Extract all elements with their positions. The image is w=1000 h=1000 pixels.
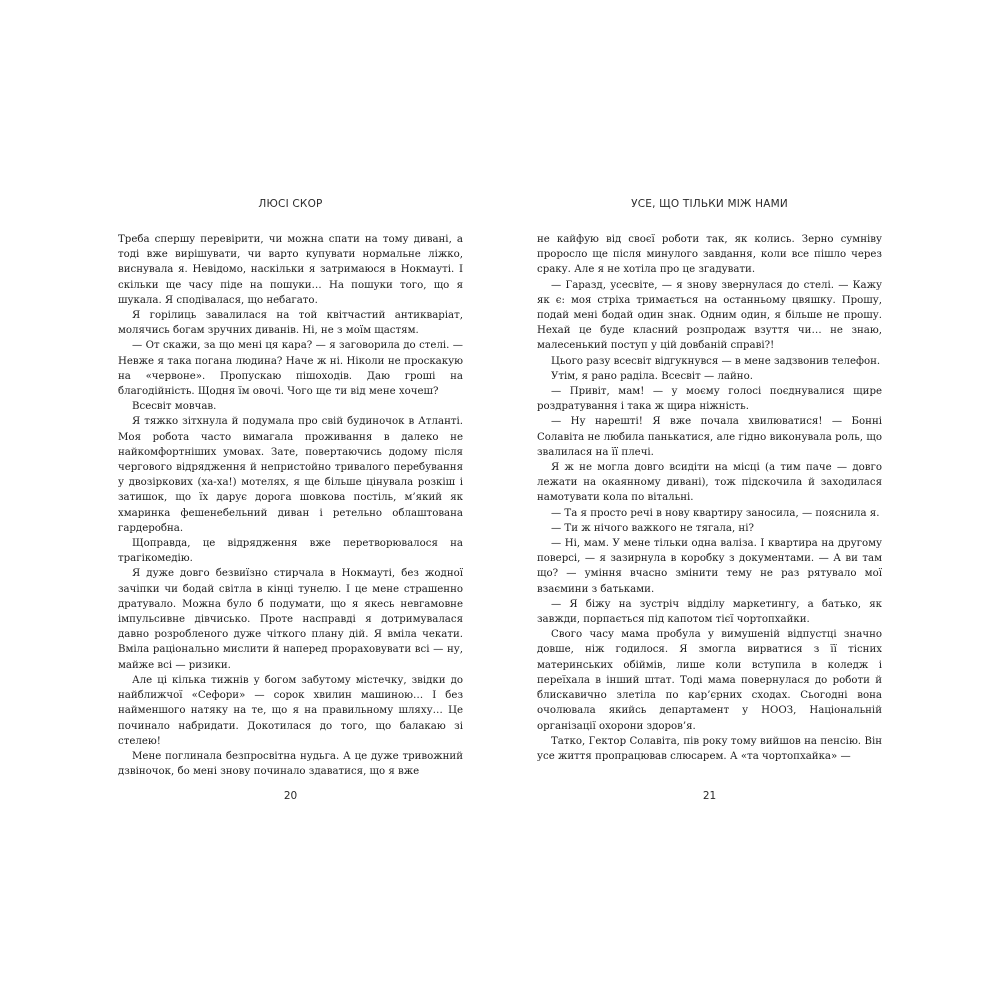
paragraph: — Гаразд, усесвіте, — я знову звернулася до стелі. — Кажу як є: моя стріха тримається на останньому цвяшку. Прошу, подай мені бодай один знак. Одним один, я більше не прошу. Нехай це буде класний розпродаж взуття чи… не знаю, малесенький поступ у цій довбаній справі?!	[537, 279, 882, 352]
paragraph: — Ну нарешті! Я вже почала хвилюватися! — Бонні Солавіта не любила панькатися, але гідно виконувала роль, що звалилася на її плечі.	[537, 416, 882, 458]
paragraph: — Ні, мам. У мене тільки одна валіза. І квартира на другому поверсі, — я зазирнула в коробку з документами. — А ви там що? — уміння вчасно змінити тему не раз рятувало мої взаємини з батьками.	[537, 538, 882, 595]
paragraph: не кайфую від своєї роботи так, як колись. Зерно сумніву проросло ще після минулого завдання, коли все пішло через сраку. Але я не хотіла про це згадувати.	[537, 234, 882, 276]
page-number: 20	[283, 790, 298, 802]
paragraph: Я ж не могла довго всидіти на місці (а тим паче — довго лежати на окаянному дивані), тож підскочила й заходилася намотувати кола по вітальні.	[537, 462, 882, 504]
paragraph: — Та я просто речі в нову квартиру заносила, — пояснила я.	[551, 507, 880, 519]
page-number: 21	[702, 790, 717, 802]
paragraph: Треба спершу перевірити, чи можна спати на тому дивані, а тоді вже вирішувати, чи варто купувати нормальне ліжко, виснувала я. Невідомо, наскільки я затримаюся в Нокмауті. І скільки ще часу піде на пошуки… На пошуки того, що я шукала. Я сподівалася, що небагато.	[118, 234, 463, 306]
left-page	[118, 0, 463, 1000]
paragraph: Утім, я рано раділа. Всесвіт — лайно.	[551, 370, 753, 382]
paragraph: Свого часу мама пробула у вимушеній відпустці значно довше, ніж годилося. Я змогла вирватися з її тісних материнських обіймів, лише коли вступила в коледж і переїхала в інший штат. Тоді мама повернулася до роботи й блискавично злетіла по кар’єрних сходах. Сьогодні вона очолювала якийсь департамент у НООЗ, Національній організації охорони здоров’я.	[537, 629, 882, 732]
paragraph: Татко, Гектор Солавіта, пів року тому вийшов на пенсію. Він усе життя пропрацював слюсарем. А «та чортопхайка» —	[537, 735, 882, 762]
paragraph: Я тяжко зітхнула й подумала про свій будиночок в Атланті. Моя робота часто вимагала проживання в далеко не найкомфортніших умовах. Зате, повертаючись додому після чергового відрядження й непристойно тривалого перебування у двозіркових (ха-ха!) мотелях, я ще більше цінувала розкіш і затишок, що їх дарує дорога шовкова постіль, м’який як хмаринка фешенебельний диван і ретельно облаштована гардеробна.	[118, 416, 463, 534]
paragraph: Але ці кілька тижнів у богом забутому містечку, звідки до найближчої «Сефори» — сорок хвилин машиною… І без найменшого натяку на те, що я на правильному шляху… Це починало набридати. Докотилася до того, що балакаю зі стелею!	[118, 674, 463, 747]
paragraph: Мене поглинала безпросвітна нудьга. А це дуже тривожний дзвіночок, бо мені знову починало здаватися, що я вже	[118, 750, 463, 778]
paragraph: — Привіт, мам! — у моєму голосі поєднувалися щире роздратування і така ж щира ніжність.	[537, 386, 882, 413]
paragraph: Я дуже довго безвиїзно стирчала в Нокмауті, без жодної зачіпки чи бодай світла в кінці тунелю. І це мене страшенно дратувало. Можна було б подумати, що я якесь невгамовне імпульсивне дівчисько. Проте насправді я дотримувалася давно розробленого дуже чіткого плану дій. Я вміла чекати. Вміла раціонально мислити й наперед прораховувати всі — ну, майже всі — ризики.	[118, 568, 463, 671]
right-page	[537, 0, 882, 1000]
running-head-title: УСЕ, ЩО ТІЛЬКИ МІЖ НАМИ	[631, 198, 788, 210]
paragraph: Щоправда, це відрядження вже перетворювалося на трагікомедію.	[118, 538, 463, 565]
paragraph: — Ти ж нічого важкого не тягала, ні?	[551, 522, 754, 534]
paragraph: — От скажи, за що мені ця кара? — я заговорила до стелі. — Невже я така погана людина? Наче ж ні. Ніколи не проскакую на «червоне». Пропускаю пішоходів. Даю гроші на благодійність. Щодня їм овочі. Чого ще ти від мене хочеш?	[118, 340, 463, 398]
paragraph: — Я біжу на зустріч відділу маркетингу, а батько, як завжди, порпається під капотом тієї чортопхайки.	[537, 598, 882, 626]
right-page-text	[537, 232, 882, 764]
running-head-author: ЛЮСІ СКОР	[258, 198, 323, 210]
paragraph: Всесвіт мовчав.	[132, 401, 217, 413]
paragraph: Цього разу всесвіт відгукнувся — в мене задзвонив телефон.	[551, 355, 881, 367]
left-page-text	[118, 232, 463, 779]
paragraph: Я горілиць завалилася на той квітчастий антикваріат, молячись богам зручних диванів. Ні, не з моїм щастям.	[118, 310, 463, 337]
